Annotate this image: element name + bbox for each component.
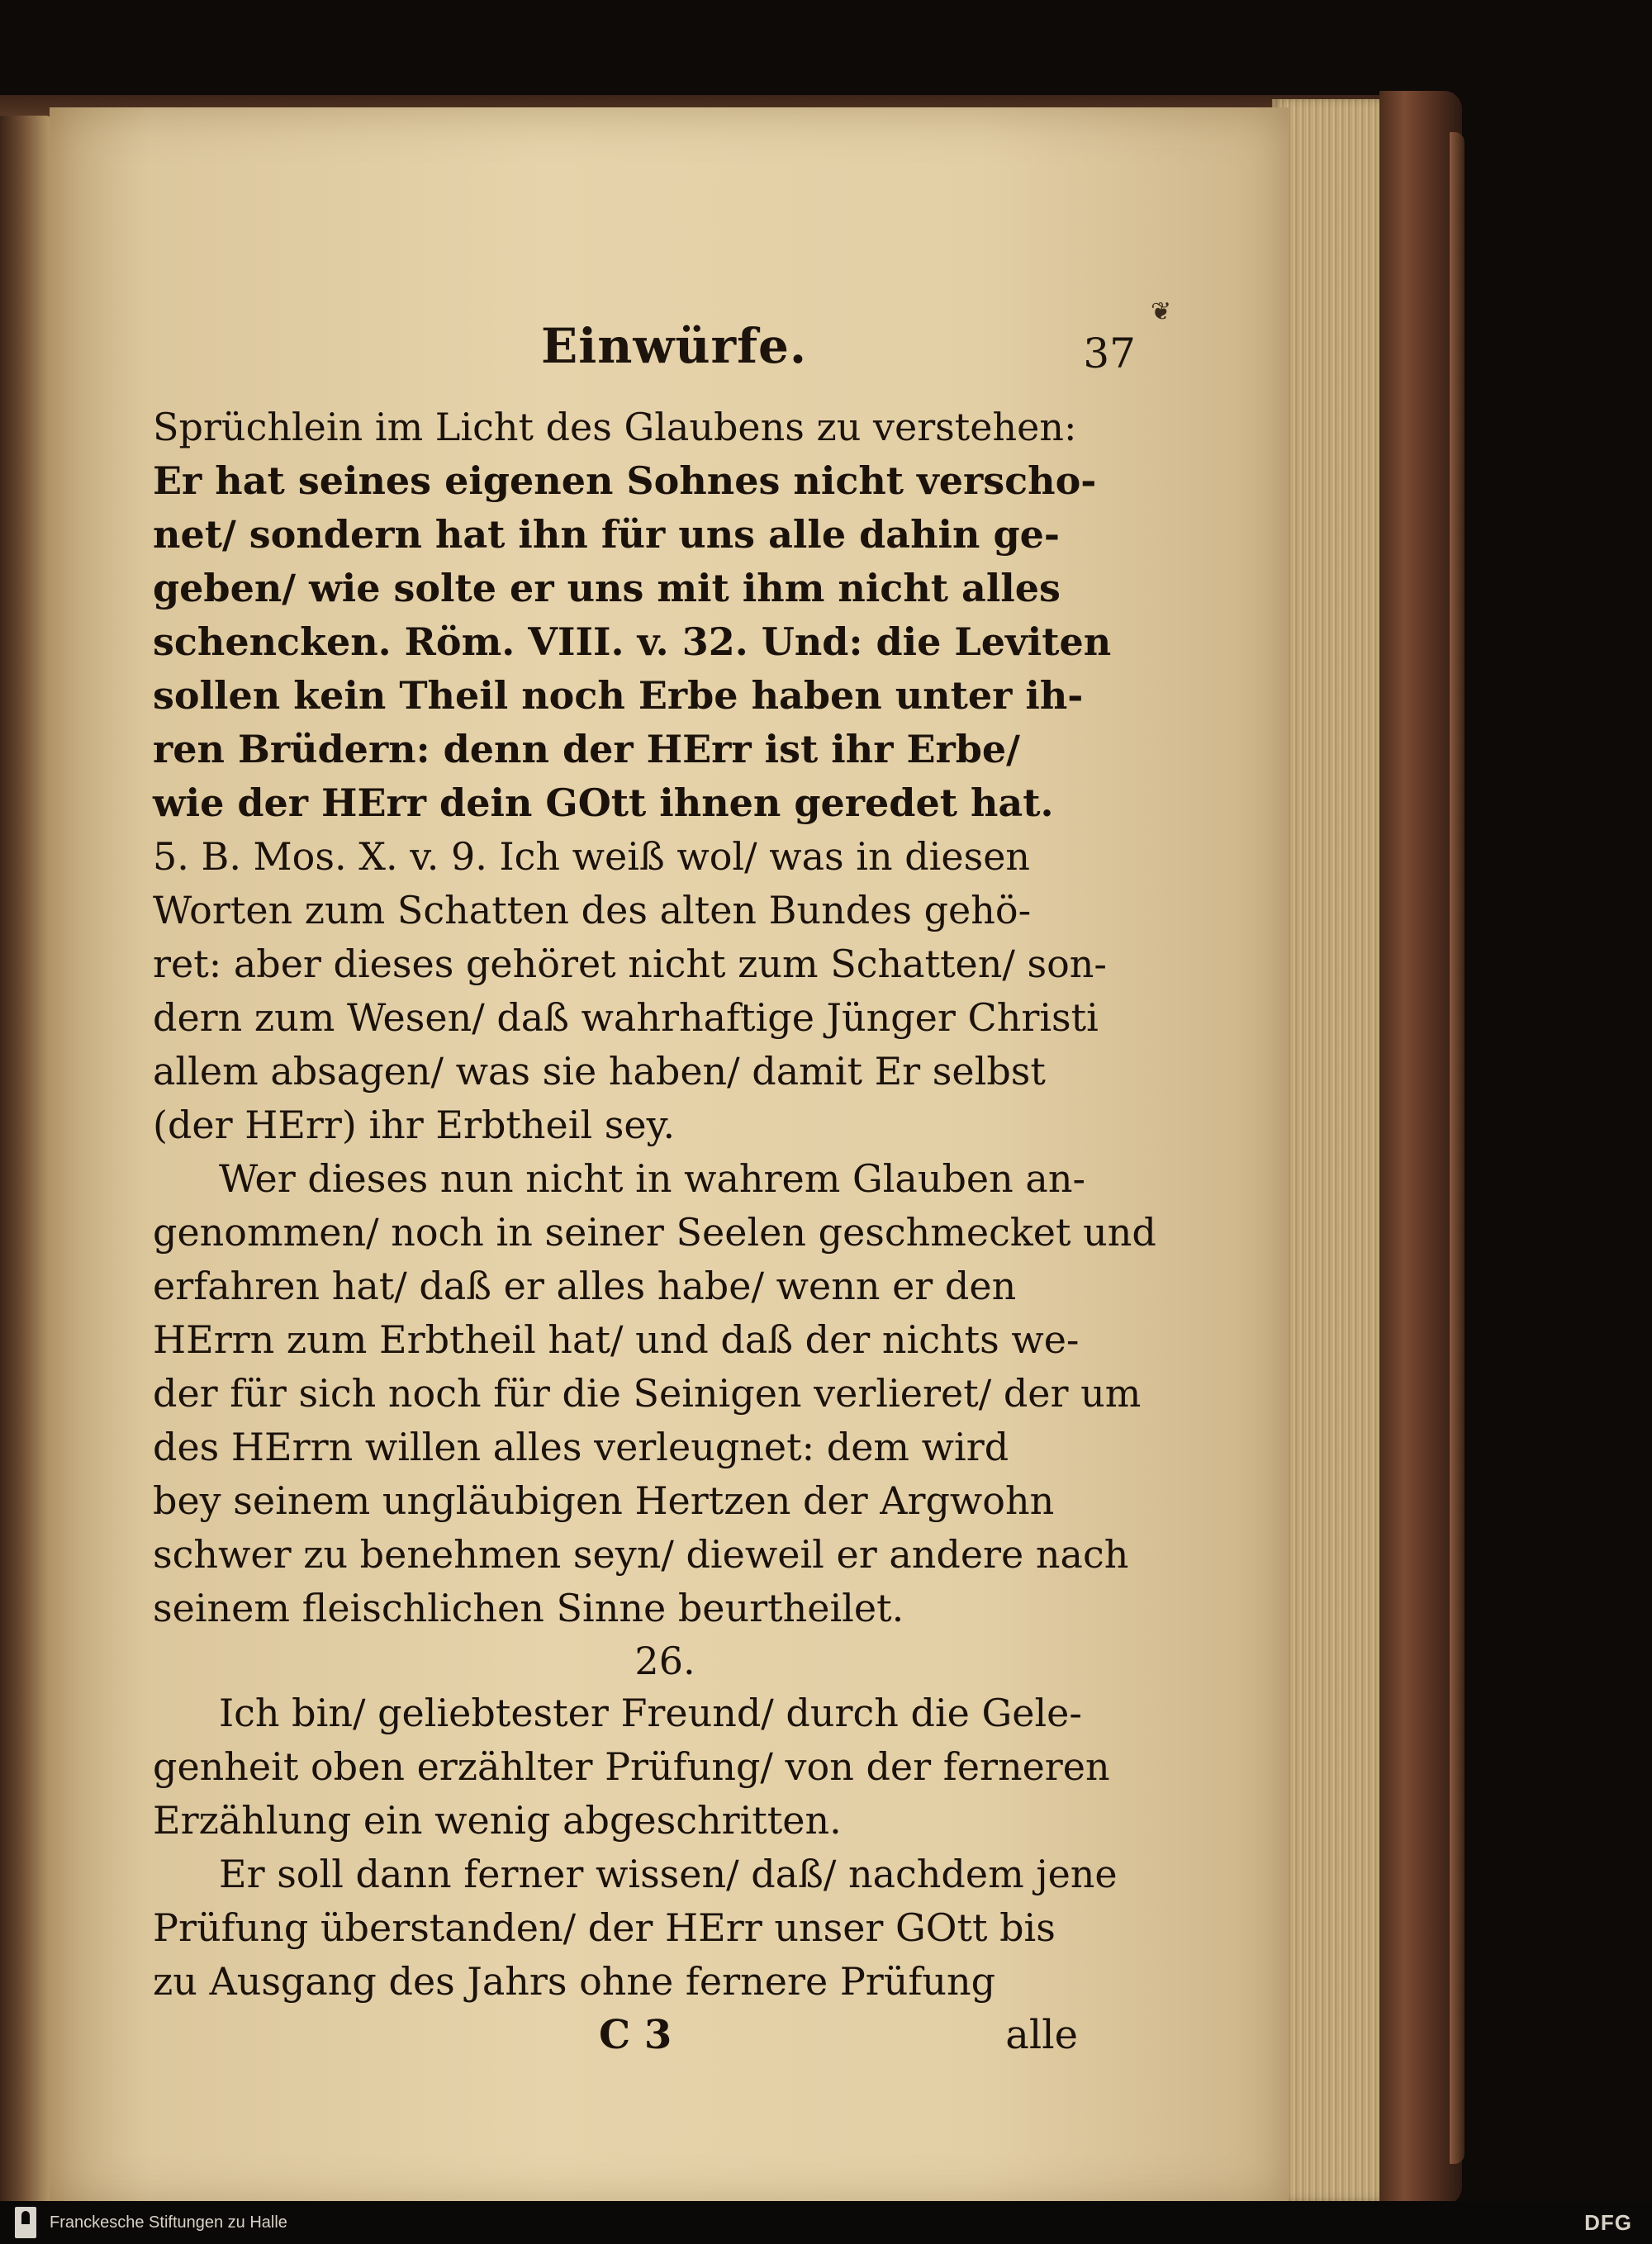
text-line: seinem fleischlichen Sinne beurtheilet. <box>153 1586 904 1630</box>
text-line: bey seinem ungläubigen Hertzen der Argwohn <box>153 1478 1055 1523</box>
text-line: (der HErr) ihr Erbtheil sey. <box>153 1103 676 1147</box>
dfg-logo[interactable]: DFG <box>1584 2209 1632 2235</box>
text-line: allem absagen/ was sie haben/ damit Er selbst <box>153 1049 1046 1094</box>
text-line: geben/ wie solte er uns mit ihm nicht alles <box>153 566 1061 610</box>
text-line: des HErrn willen alles verleugnet: dem wird <box>153 1425 1009 1469</box>
page-number: 37 <box>1083 330 1136 377</box>
page-block-edges <box>1272 99 1388 2201</box>
text-line: Wer dieses nun nicht in wahrem Glauben an- <box>219 1156 1085 1201</box>
text-line: ren Brüdern: denn der HErr ist ihr Erbe/ <box>153 727 1020 771</box>
text-line: Er soll dann ferner wissen/ daß/ nachdem jene <box>219 1852 1118 1896</box>
text-line: wie der HErr dein GOtt ihnen geredet hat. <box>153 780 1054 825</box>
text-line: Worten zum Schatten des alten Bundes gehö- <box>153 888 1032 932</box>
text-line: HErrn zum Erbtheil hat/ und daß der nichts we- <box>153 1317 1080 1362</box>
ornament-icon: ❦ <box>1151 297 1172 326</box>
text-line: zu Ausgang des Jahrs ohne fernere Prüfung <box>153 1959 996 2004</box>
text-line: erfahren hat/ daß er alles habe/ wenn er den <box>153 1264 1017 1308</box>
text-line: Prüfung überstanden/ der HErr unser GOtt bis <box>153 1905 1056 1950</box>
institution-credit[interactable] <box>0 2207 287 2238</box>
text-line: Sprüchlein im Licht des Glaubens zu verstehen: <box>153 405 1077 449</box>
body-text <box>153 401 1156 2062</box>
text-line: net/ sondern hat ihn für uns alle dahin ge- <box>153 512 1061 557</box>
page-header <box>202 318 1136 384</box>
text-line: Ich bin/ geliebtester Freund/ durch die Gele- <box>219 1691 1082 1735</box>
book-page <box>50 107 1289 2201</box>
text-line: ret: aber dieses gehöret nicht zum Schatten/ son- <box>153 942 1107 986</box>
paragraph-3 <box>153 1687 1110 1848</box>
book-spine-edge <box>1450 132 1464 2164</box>
viewer-footer <box>0 2201 1652 2244</box>
text-line: schencken. Röm. VIII. v. 32. Und: die Leviten <box>153 619 1112 664</box>
section-number: 26. <box>634 1639 695 1683</box>
text-line: genommen/ noch in seiner Seelen geschmecket und <box>153 1210 1156 1255</box>
text-line: dern zum Wesen/ daß wahrhaftige Jünger Christi <box>153 995 1099 1040</box>
catchword: alle <box>1005 2012 1078 2058</box>
paragraph-1 <box>153 401 1112 1152</box>
paragraph-4 <box>153 1848 1118 2009</box>
text-line: sollen kein Theil noch Erbe haben unter ih- <box>153 673 1084 718</box>
institution-logo-icon <box>15 2207 36 2238</box>
running-head: Einwürfe. <box>541 318 808 374</box>
text-line: 5. B. Mos. X. v. 9. Ich weiß wol/ was in diesen <box>153 834 1031 879</box>
text-line: genheit oben erzählter Prüfung/ von der ferneren <box>153 1744 1110 1789</box>
signature-mark: C 3 <box>599 2012 672 2058</box>
text-line: schwer zu benehmen seyn/ dieweil er andere nach <box>153 1532 1129 1577</box>
paragraph-2 <box>153 1152 1156 1635</box>
text-line: Erzählung ein wenig abgeschritten. <box>153 1798 842 1843</box>
page-footer-line <box>153 2009 1078 2062</box>
left-page-edge <box>0 116 51 2201</box>
institution-name: Franckesche Stiftungen zu Halle <box>50 2213 287 2232</box>
text-line: der für sich noch für die Seinigen verlieret/ der um <box>153 1371 1142 1416</box>
text-line: Er hat seines eigenen Sohnes nicht verscho- <box>153 458 1097 503</box>
